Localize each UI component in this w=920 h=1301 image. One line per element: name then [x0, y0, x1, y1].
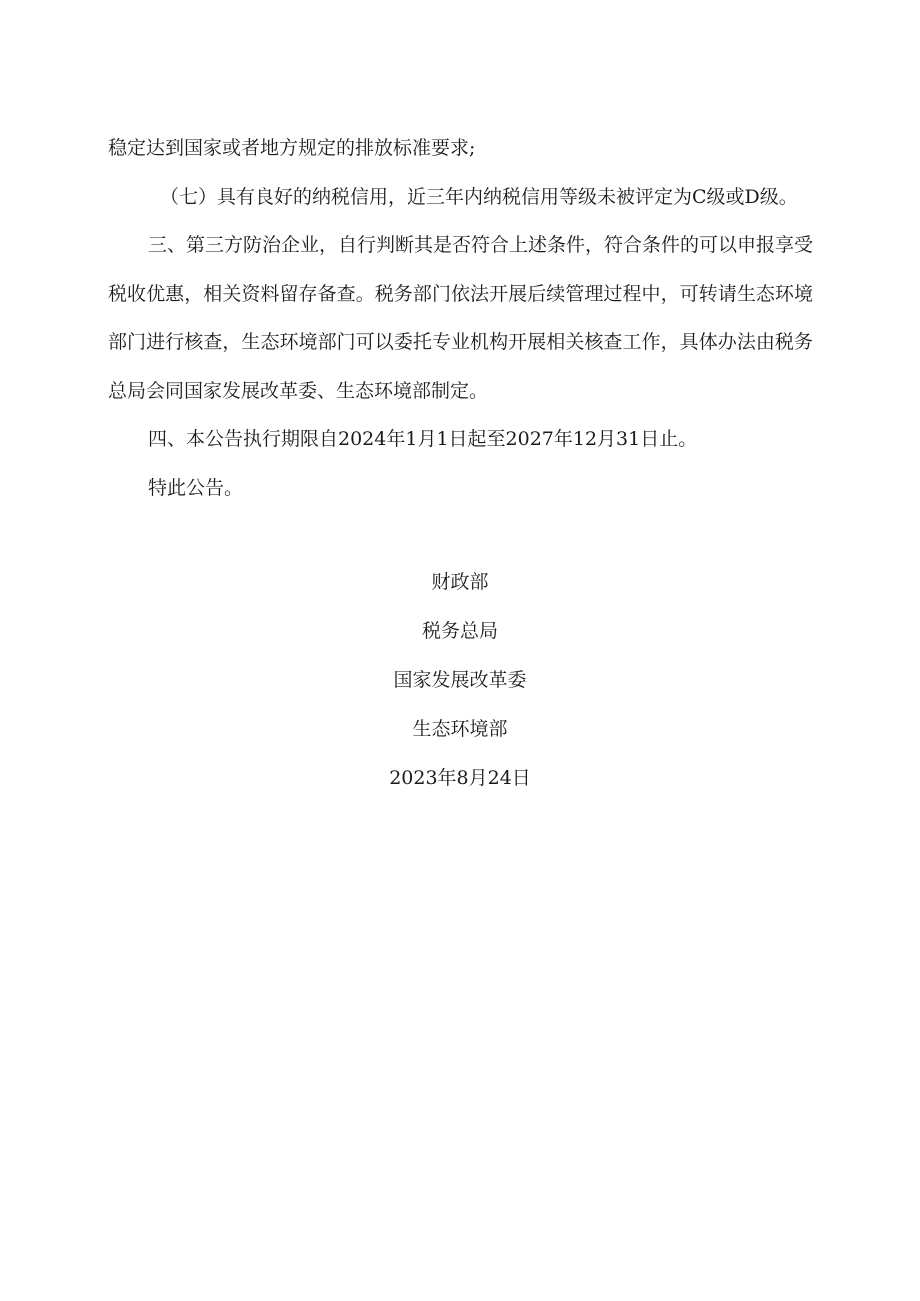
paragraph-item-seven: （七）具有良好的纳税信用，近三年内纳税信用等级未被评定为C级或D级。 — [160, 185, 798, 208]
document-date: 2023年8月24日 — [389, 767, 531, 789]
paragraph-closing: 特此公告。 — [148, 476, 244, 499]
paragraph-continuation: 稳定达到国家或者地方规定的排放标准要求; — [108, 137, 476, 159]
document-body — [108, 124, 813, 512]
signatory-ecology-ministry: 生态环境部 — [412, 718, 508, 740]
signatory-ndrc: 国家发展改革委 — [393, 669, 527, 691]
paragraph-section-three: 三、第三方防治企业，自行判断其是否符合上述条件，符合条件的可以申报享受税收优惠，相关资料留存备查。税务部门依法开展后续管理过程中，可转请生态环境部门进行核查，生态环境部门可以委托专业机构开展相关核查工作，具体办法由税务总局会同国家发展改革委、生态环境部制定。 — [108, 234, 814, 402]
signatory-tax-administration: 税务总局 — [421, 620, 498, 642]
paragraph-section-four: 四、本公告执行期限自2024年1月1日起至2027年12月31日止。 — [148, 428, 698, 450]
signature-block — [0, 558, 920, 803]
signatory-finance-ministry: 财政部 — [431, 571, 489, 593]
